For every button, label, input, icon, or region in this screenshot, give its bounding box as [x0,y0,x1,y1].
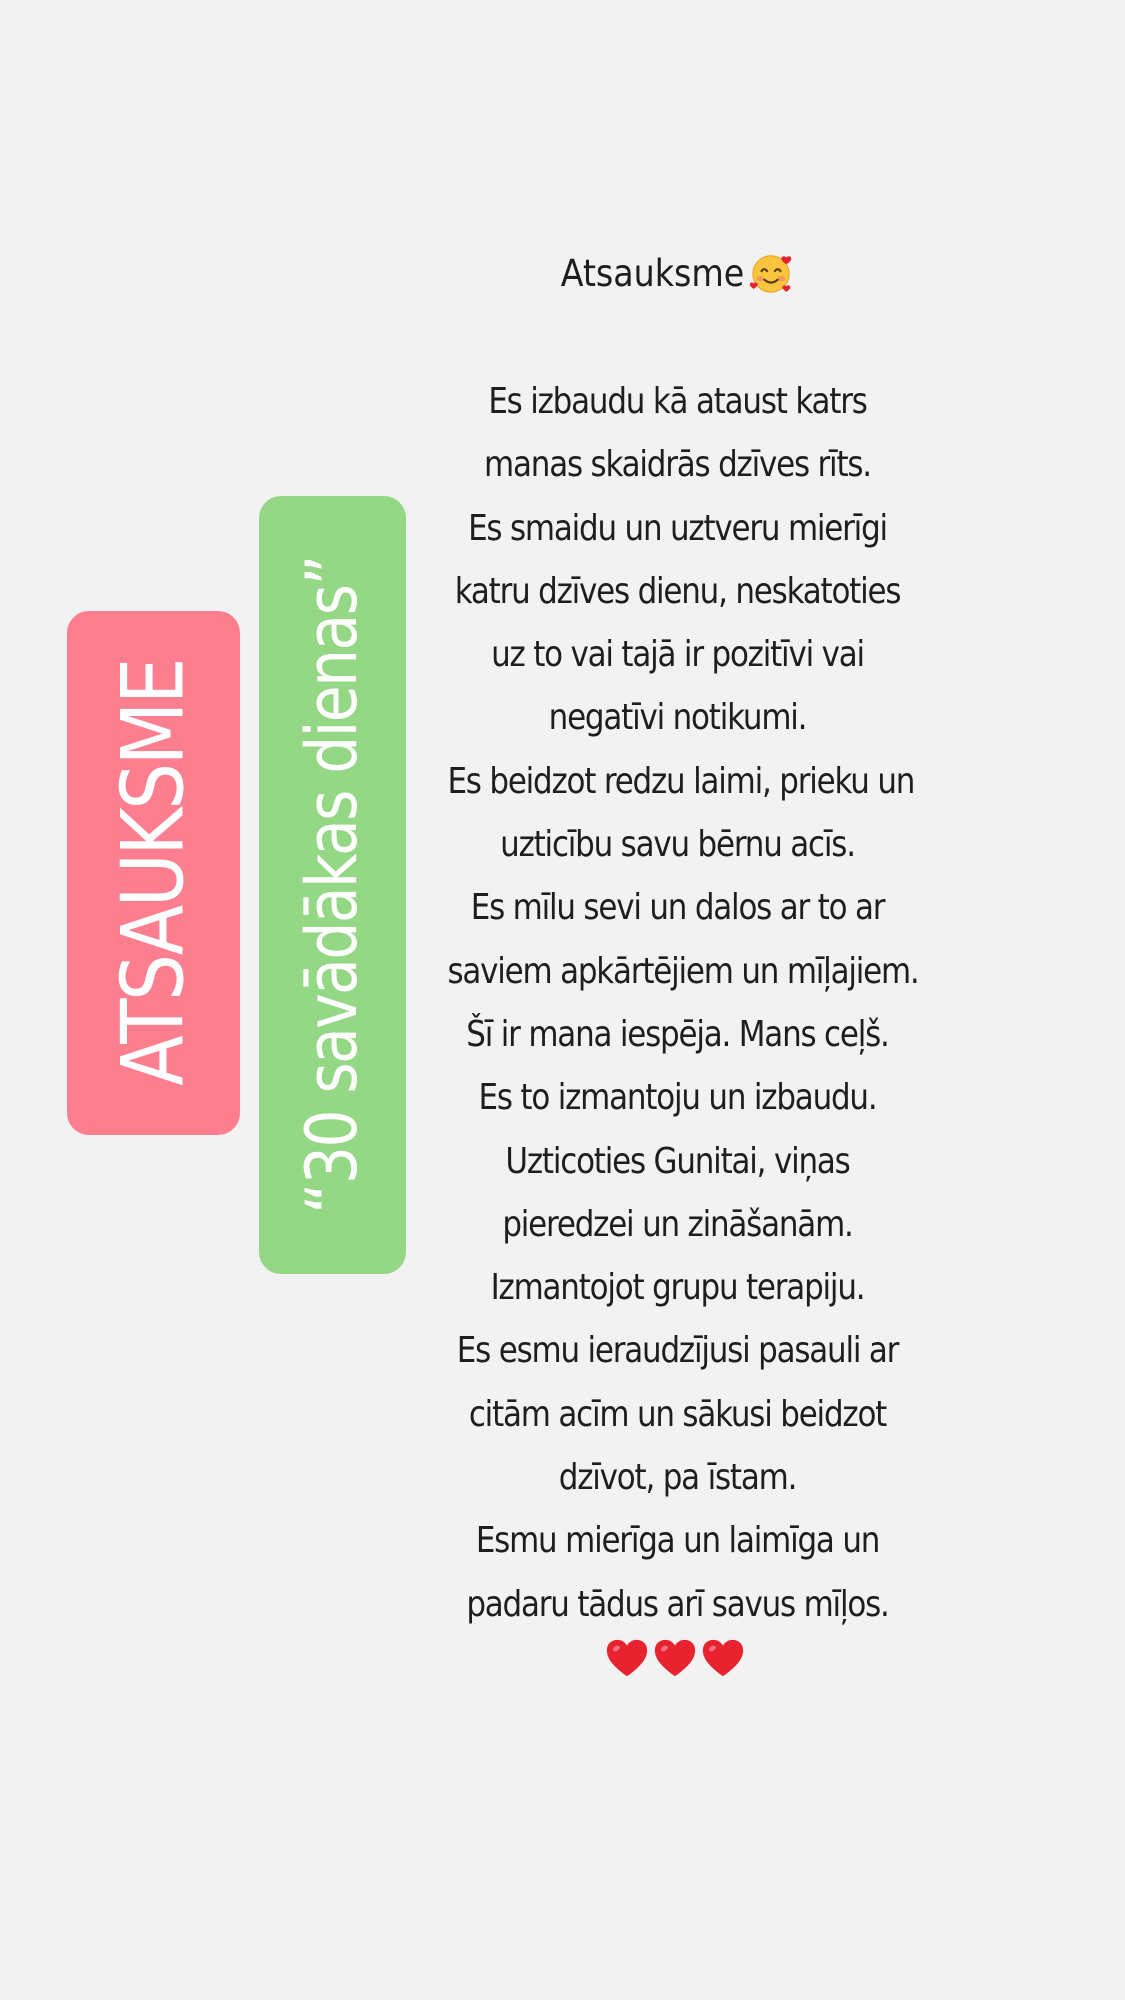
testimonial-line: Es to izmantoju un izbaudu. [478,1077,877,1119]
hearts-row [600,1636,750,1686]
testimonial-title-text: Atsauksme [560,252,745,295]
testimonial-line: negatīvi notikumi. [548,697,807,739]
red-heart-icon [700,1636,746,1682]
testimonial-line: Es mīlu sevi un dalos ar to ar [470,887,885,929]
testimonial-line: dzīvot, pa īstam. [558,1457,797,1499]
testimonial-line: saviem apkārtējiem un mīļajiem. [447,950,919,992]
testimonial-line: Es beidzot redzu laimi, prieku un [447,760,915,802]
red-heart-icon [652,1636,698,1682]
testimonial-line: uzticību savu bērnu acīs. [500,824,855,866]
testimonial-line: Šī ir mana iespēja. Mans ceļš. [466,1013,889,1055]
smiling-face-with-hearts-icon [748,250,794,296]
testimonial-line: Izmantojot grupu terapiju. [490,1267,865,1309]
atsauksme-tag-label: ATSAUKSME [103,660,204,1086]
program-name-tag [259,496,406,1274]
testimonial-line: Es izbaudu kā ataust katrs [488,381,867,422]
testimonial-line: Esmu mierīga un laimīga un [475,1520,880,1562]
testimonial-line: manas skaidrās dzīves rīts. [484,444,871,486]
testimonial-title [420,248,935,300]
atsauksme-tag [67,611,240,1135]
testimonial-line: katru dzīves dienu, neskatoties [454,570,901,612]
testimonial-line: Uzticoties Gunitai, viņas [505,1140,850,1182]
testimonial-line: citām acīm un sākusi beidzot [468,1393,887,1435]
red-heart-icon [604,1636,650,1682]
testimonial-body [410,370,945,1636]
testimonial-line: Es smaidu un uztveru mierīgi [468,507,887,549]
program-name-tag-label: “30 savādākas dienas” [291,556,374,1214]
testimonial-line: Es esmu ieraudzījusi pasauli ar [456,1330,899,1372]
testimonial-line: pieredzei un zināšanām. [502,1203,853,1245]
testimonial-line: uz to vai tajā ir pozitīvi vai [491,634,864,676]
testimonial-line: padaru tādus arī savus mīļos. [466,1583,889,1625]
